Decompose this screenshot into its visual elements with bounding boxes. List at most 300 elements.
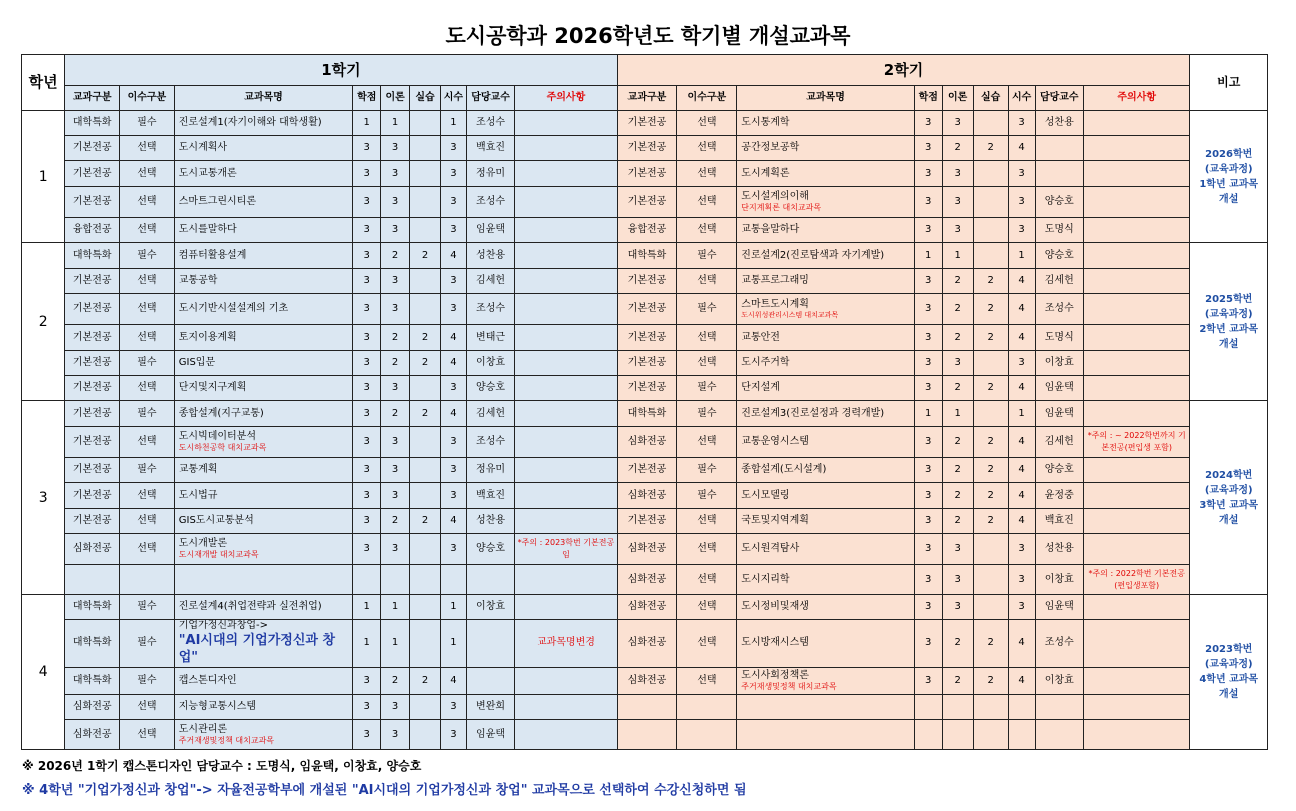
s2-practice-cell: [973, 294, 1008, 325]
course-name-text: 도시방재시스템: [741, 637, 809, 649]
s2-credits-cell: [914, 325, 942, 350]
s2-credits-cell: [914, 508, 942, 533]
s1-caution-cell: [515, 667, 617, 694]
category-text: 대학특화: [627, 407, 667, 419]
category-text: 융합전공: [72, 224, 112, 236]
credits-text: 3: [363, 224, 370, 236]
credits-text: 3: [925, 637, 932, 649]
theory-text: 2: [954, 331, 961, 343]
hours-text: 3: [450, 142, 457, 154]
requirement-text: 선택: [697, 142, 717, 154]
s1-practice-cell: [410, 218, 441, 243]
s2-theory-cell: [942, 136, 973, 161]
s2-requirement-cell: [677, 218, 737, 243]
s2-practice-cell: [973, 186, 1008, 217]
s2-hours-cell: [1008, 667, 1035, 694]
s2-hours-cell: [1008, 268, 1035, 293]
s1-course-name-cell: [174, 325, 353, 350]
course-name-text: 교통프로그래밍: [741, 274, 809, 286]
s2-professor-cell: [1035, 401, 1084, 426]
category-text: 기본전공: [627, 464, 667, 476]
s2-theory-cell: [942, 508, 973, 533]
professor-text: 김세헌: [476, 274, 506, 286]
s2-practice-cell: [973, 534, 1008, 565]
s1-hours-cell: [441, 186, 467, 217]
practice-text: 2: [987, 274, 994, 286]
theory-text: 2: [954, 303, 961, 315]
requirement-text: 선택: [137, 514, 157, 526]
course-name-text: 기업가정신과창업->: [178, 620, 269, 632]
s1-practice-cell: [410, 376, 441, 401]
s1-course-name-cell: [174, 483, 353, 508]
course-name-text: 도시지리학: [741, 573, 790, 585]
s1-professor-cell: [466, 508, 515, 533]
s2-course-name-cell: [737, 594, 915, 619]
s2-hours-cell: [1008, 594, 1035, 619]
professor-text: 윤정중: [1044, 489, 1074, 501]
s2-hours-cell: [1008, 620, 1035, 668]
hours-text: 3: [450, 435, 457, 447]
course-name-text: 교통공학: [178, 274, 218, 286]
course-name-text: 도시관리론: [178, 723, 228, 735]
theory-text: 3: [954, 600, 961, 612]
course-name-text: 도시정비및재생: [741, 600, 809, 612]
s1-course-name-cell: [174, 458, 353, 483]
substitute-course-note: 도시위성관리시스템 대치교과목: [741, 310, 839, 319]
theory-text: 3: [391, 382, 399, 394]
professor-text: 조성수: [476, 303, 506, 315]
s1-category-cell: [65, 534, 120, 565]
theory-text: 2: [954, 637, 961, 649]
s1-category-cell: [65, 294, 120, 325]
theory-text: 1: [954, 407, 961, 419]
theory-text: 3: [391, 701, 399, 713]
s1-practice-cell: [410, 401, 441, 426]
professor-text: 김세헌: [1044, 435, 1074, 447]
s1-requirement-cell: [120, 325, 175, 350]
theory-text: 3: [954, 573, 961, 585]
semester2-header: 2학기: [617, 55, 1190, 86]
professor-text: 이창효: [1044, 674, 1074, 686]
s1-hours-cell: [441, 161, 467, 186]
hours-text: 1: [450, 637, 457, 649]
s1-requirement-cell: [120, 401, 175, 426]
s2-hours-cell: [1008, 218, 1035, 243]
course-name-text: GIS입문: [178, 356, 216, 368]
hours-text: 3: [1018, 600, 1025, 612]
s1-credits-cell: [353, 376, 381, 401]
s1-requirement-cell: [120, 268, 175, 293]
s2-credits-cell: [914, 218, 942, 243]
credits-text: 3: [363, 274, 370, 286]
course-name-text: 도시주거학: [741, 356, 790, 368]
course-name-text: 토지이용계획: [178, 331, 237, 343]
s1-requirement-cell: [120, 508, 175, 533]
hours-text: 3: [1018, 543, 1025, 555]
requirement-text: 선택: [697, 274, 717, 286]
s2-caution-cell: [1084, 401, 1190, 426]
s2-theory-cell: [942, 161, 973, 186]
grade-remark: 2024학번 (교육과정) 3학년 교과목 개설: [1190, 401, 1268, 594]
category-text: 기본전공: [72, 382, 112, 394]
category-text: 기본전공: [627, 303, 667, 315]
s2-category-cell: [617, 667, 677, 694]
requirement-text: 선택: [697, 637, 717, 649]
credits-text: 1: [925, 249, 932, 261]
s1-credits-cell: [353, 136, 381, 161]
s1-credits-cell: [353, 350, 381, 375]
s2-credits-cell: [914, 667, 942, 694]
practice-text: 2: [987, 382, 994, 394]
theory-text: 2: [391, 407, 399, 419]
s2-course-name-cell: [737, 243, 915, 268]
sem1-col-category: 교과구분: [65, 86, 120, 110]
s2-credits-cell: [914, 620, 942, 668]
s2-requirement-cell: [677, 458, 737, 483]
practice-text: 2: [421, 514, 429, 526]
s2-practice-cell: [973, 620, 1008, 668]
category-text: 심화전공: [627, 637, 667, 649]
requirement-text: 선택: [137, 489, 157, 501]
s2-caution-cell: [1084, 161, 1190, 186]
category-text: 대학특화: [72, 674, 112, 686]
credits-text: 3: [925, 674, 932, 686]
professor-text: 도명식: [1044, 224, 1074, 236]
s1-caution-cell: [515, 243, 617, 268]
s1-course-name-cell: [174, 294, 353, 325]
professor-text: 백효진: [1044, 514, 1074, 526]
table-row: [22, 720, 1268, 750]
s1-theory-cell: [381, 325, 410, 350]
s2-category-cell: [617, 350, 677, 375]
s1-theory-cell: [381, 243, 410, 268]
s1-caution-cell: [515, 594, 617, 619]
professor-text: 김세헌: [1044, 274, 1074, 286]
hours-text: 3: [1018, 224, 1025, 236]
s1-course-name-cell: [174, 136, 353, 161]
s2-requirement-cell: [677, 243, 737, 268]
s2-hours-cell: [1008, 243, 1035, 268]
credits-text: 3: [925, 356, 932, 368]
table-row: [22, 695, 1268, 720]
s1-practice-cell: [410, 620, 441, 668]
hours-text: 4: [1018, 303, 1025, 315]
s2-category-cell: [617, 110, 677, 135]
s1-requirement-cell: [120, 565, 175, 594]
s1-category-cell: [65, 243, 120, 268]
sem1-col-credits: 학점: [353, 86, 381, 110]
s1-theory-cell: [381, 667, 410, 694]
requirement-text: 선택: [697, 674, 717, 686]
table-row: [22, 534, 1268, 565]
category-text: 기본전공: [627, 142, 667, 154]
requirement-text: 선택: [137, 543, 157, 555]
category-text: 기본전공: [72, 407, 112, 419]
credits-text: 1: [363, 600, 370, 612]
s2-category-cell: [617, 720, 677, 750]
s1-caution-cell: [515, 294, 617, 325]
s2-professor-cell: [1035, 110, 1084, 135]
s1-credits-cell: [353, 110, 381, 135]
grade-remark: 2025학번 (교육과정) 2학년 교과목 개설: [1190, 243, 1268, 401]
course-name-text: 진로설계2(진로탐색과 자기계발): [741, 249, 885, 261]
s1-credits-cell: [353, 695, 381, 720]
s1-caution-cell: [515, 695, 617, 720]
table-row: [22, 667, 1268, 694]
table-row: [22, 186, 1268, 217]
category-text: 기본전공: [627, 195, 667, 207]
s1-practice-cell: [410, 325, 441, 350]
hours-text: 1: [450, 116, 457, 128]
s2-requirement-cell: [677, 325, 737, 350]
s2-credits-cell: [914, 136, 942, 161]
course-name-text: GIS도시교통분석: [178, 514, 254, 526]
course-name-text: 단지설계: [741, 382, 780, 394]
credits-text: 3: [925, 142, 932, 154]
s2-credits-cell: [914, 483, 942, 508]
s2-professor-cell: [1035, 594, 1084, 619]
s2-course-name-cell: [737, 350, 915, 375]
s2-credits-cell: [914, 695, 942, 720]
category-text: 대학특화: [72, 600, 112, 612]
s2-theory-cell: [942, 426, 973, 457]
professor-text: 조성수: [476, 195, 506, 207]
hours-text: 3: [450, 464, 457, 476]
category-text: 기본전공: [72, 489, 112, 501]
course-name-text: 도시교통개론: [178, 167, 237, 179]
s2-hours-cell: [1008, 565, 1035, 594]
s2-professor-cell: [1035, 620, 1084, 668]
course-name-text: 종합설계(도시설계): [741, 464, 827, 476]
s1-requirement-cell: [120, 534, 175, 565]
s1-credits-cell: [353, 426, 381, 457]
professor-text: 백효진: [476, 142, 506, 154]
s1-professor-cell: [466, 483, 515, 508]
s1-category-cell: [65, 483, 120, 508]
requirement-text: 필수: [137, 116, 157, 128]
credits-text: 3: [925, 224, 932, 236]
s2-course-name-cell: [737, 695, 915, 720]
s1-requirement-cell: [120, 376, 175, 401]
s2-professor-cell: [1035, 534, 1084, 565]
s1-course-name-cell: [174, 620, 353, 668]
practice-text: 2: [987, 331, 994, 343]
caution-note: *주의 : 2022학번 기본전공(편입생포함): [1088, 568, 1185, 590]
s2-caution-cell: [1084, 667, 1190, 694]
renamed-course-name: "AI시대의 기업가정신과 창업": [178, 633, 336, 666]
s1-hours-cell: [441, 695, 467, 720]
grade-label: 2: [22, 243, 65, 401]
credits-text: 3: [363, 331, 370, 343]
s2-practice-cell: [973, 243, 1008, 268]
s2-requirement-cell: [677, 534, 737, 565]
credits-text: 3: [925, 303, 932, 315]
s2-hours-cell: [1008, 720, 1035, 750]
s1-caution-cell: [515, 720, 617, 750]
theory-text: 3: [954, 116, 961, 128]
s2-requirement-cell: [677, 350, 737, 375]
s2-requirement-cell: [677, 667, 737, 694]
hours-text: 3: [1018, 167, 1025, 179]
course-name-text: 교통을말하다: [741, 224, 800, 236]
s2-theory-cell: [942, 695, 973, 720]
category-text: 기본전공: [72, 514, 112, 526]
credits-text: 3: [925, 464, 932, 476]
s1-credits-cell: [353, 161, 381, 186]
s2-caution-cell: [1084, 508, 1190, 533]
professor-text: 성찬용: [476, 514, 506, 526]
s1-professor-cell: [466, 243, 515, 268]
s1-category-cell: [65, 720, 120, 750]
professor-text: 변완희: [476, 701, 506, 713]
s2-course-name-cell: [737, 667, 915, 694]
course-name-text: 도시모델링: [741, 489, 790, 501]
s1-practice-cell: [410, 110, 441, 135]
s2-category-cell: [617, 565, 677, 594]
requirement-text: 선택: [137, 167, 157, 179]
s1-theory-cell: [381, 218, 410, 243]
s2-caution-cell: [1084, 294, 1190, 325]
s2-credits-cell: [914, 426, 942, 457]
credits-text: 3: [363, 303, 370, 315]
s2-category-cell: [617, 401, 677, 426]
practice-text: 2: [421, 249, 429, 261]
s2-professor-cell: [1035, 508, 1084, 533]
s1-professor-cell: [466, 534, 515, 565]
hours-text: 4: [1018, 674, 1025, 686]
credits-text: 3: [363, 464, 370, 476]
s2-theory-cell: [942, 667, 973, 694]
category-text: 심화전공: [627, 489, 667, 501]
category-text: 기본전공: [72, 274, 112, 286]
theory-text: 2: [391, 249, 399, 261]
practice-text: 2: [987, 142, 994, 154]
s2-category-cell: [617, 508, 677, 533]
s1-credits-cell: [353, 325, 381, 350]
s1-category-cell: [65, 667, 120, 694]
s2-category-cell: [617, 534, 677, 565]
s1-credits-cell: [353, 294, 381, 325]
s1-theory-cell: [381, 268, 410, 293]
s2-professor-cell: [1035, 218, 1084, 243]
footnote-capstone: ※ 2026년 1학기 캡스톤디자인 담당교수 : 도명식, 임윤택, 이창효, 양승호: [22, 759, 422, 773]
s1-requirement-cell: [120, 426, 175, 457]
category-text: 기본전공: [72, 464, 112, 476]
hours-text: 1: [1018, 407, 1025, 419]
course-name-text: 도시기반시설설계의 기초: [178, 303, 289, 315]
category-text: 기본전공: [72, 142, 112, 154]
course-name-text: 종합설계(지구교통): [178, 407, 264, 419]
s2-practice-cell: [973, 161, 1008, 186]
practice-text: 2: [987, 637, 994, 649]
hours-text: 1: [450, 600, 457, 612]
s1-professor-cell: [466, 136, 515, 161]
course-name-text: 도시통계학: [741, 116, 790, 128]
s1-professor-cell: [466, 695, 515, 720]
s2-caution-cell: [1084, 186, 1190, 217]
s1-practice-cell: [410, 508, 441, 533]
s2-hours-cell: [1008, 110, 1035, 135]
course-name-text: 캡스톤디자인: [178, 674, 237, 686]
hours-text: 3: [1018, 116, 1025, 128]
s2-credits-cell: [914, 110, 942, 135]
page-title: 도시공학과 2026학년도 학기별 개설교과목: [445, 24, 851, 48]
s2-practice-cell: [973, 136, 1008, 161]
s1-hours-cell: [441, 376, 467, 401]
grade-header: 학년: [22, 55, 65, 111]
course-name-text: 진로설계3(진로설정과 경력개발): [741, 407, 885, 419]
hours-text: 3: [450, 728, 457, 740]
professor-text: 조성수: [476, 116, 506, 128]
sem2-col-requirement: 이수구분: [677, 86, 737, 110]
s1-practice-cell: [410, 483, 441, 508]
s1-professor-cell: [466, 376, 515, 401]
professor-text: 임윤택: [1044, 382, 1074, 394]
s1-practice-cell: [410, 350, 441, 375]
requirement-text: 선택: [137, 303, 157, 315]
s1-theory-cell: [381, 458, 410, 483]
credits-text: 1: [925, 407, 932, 419]
s2-professor-cell: [1035, 350, 1084, 375]
sem1-col-caution: 주의사항: [515, 86, 617, 110]
hours-text: 3: [450, 167, 457, 179]
s1-caution-cell: [515, 376, 617, 401]
s1-credits-cell: [353, 458, 381, 483]
s1-professor-cell: [466, 594, 515, 619]
caution-note: *주의 : 2023학번 기본전공임: [517, 538, 615, 560]
s2-professor-cell: [1035, 136, 1084, 161]
s2-requirement-cell: [677, 695, 737, 720]
s1-credits-cell: [353, 186, 381, 217]
sem1-col-requirement: 이수구분: [120, 86, 175, 110]
course-name-text: 도시법규: [178, 489, 218, 501]
s1-hours-cell: [441, 667, 467, 694]
s1-caution-cell: [515, 426, 617, 457]
credits-text: 3: [925, 543, 932, 555]
s1-practice-cell: [410, 426, 441, 457]
s1-credits-cell: [353, 401, 381, 426]
s2-theory-cell: [942, 325, 973, 350]
category-text: 기본전공: [627, 356, 667, 368]
s2-course-name-cell: [737, 458, 915, 483]
course-name-text: 도시원격탐사: [741, 543, 800, 555]
category-text: 기본전공: [627, 167, 667, 179]
s2-theory-cell: [942, 186, 973, 217]
hours-text: 3: [450, 489, 457, 501]
s2-hours-cell: [1008, 458, 1035, 483]
s2-practice-cell: [973, 268, 1008, 293]
theory-text: 3: [391, 728, 399, 740]
table-row: [22, 508, 1268, 533]
professor-text: 임윤택: [1044, 600, 1074, 612]
hours-text: 4: [450, 407, 457, 419]
s1-practice-cell: [410, 136, 441, 161]
requirement-text: 선택: [137, 142, 157, 154]
s1-hours-cell: [441, 294, 467, 325]
s1-category-cell: [65, 695, 120, 720]
s1-course-name-cell: [174, 401, 353, 426]
course-name-text: 도시계획론: [741, 167, 790, 179]
credits-text: 3: [925, 274, 932, 286]
s2-practice-cell: [973, 350, 1008, 375]
s2-professor-cell: [1035, 565, 1084, 594]
s1-requirement-cell: [120, 483, 175, 508]
s2-requirement-cell: [677, 483, 737, 508]
s1-professor-cell: [466, 458, 515, 483]
s1-practice-cell: [410, 534, 441, 565]
s1-credits-cell: [353, 243, 381, 268]
s1-professor-cell: [466, 186, 515, 217]
